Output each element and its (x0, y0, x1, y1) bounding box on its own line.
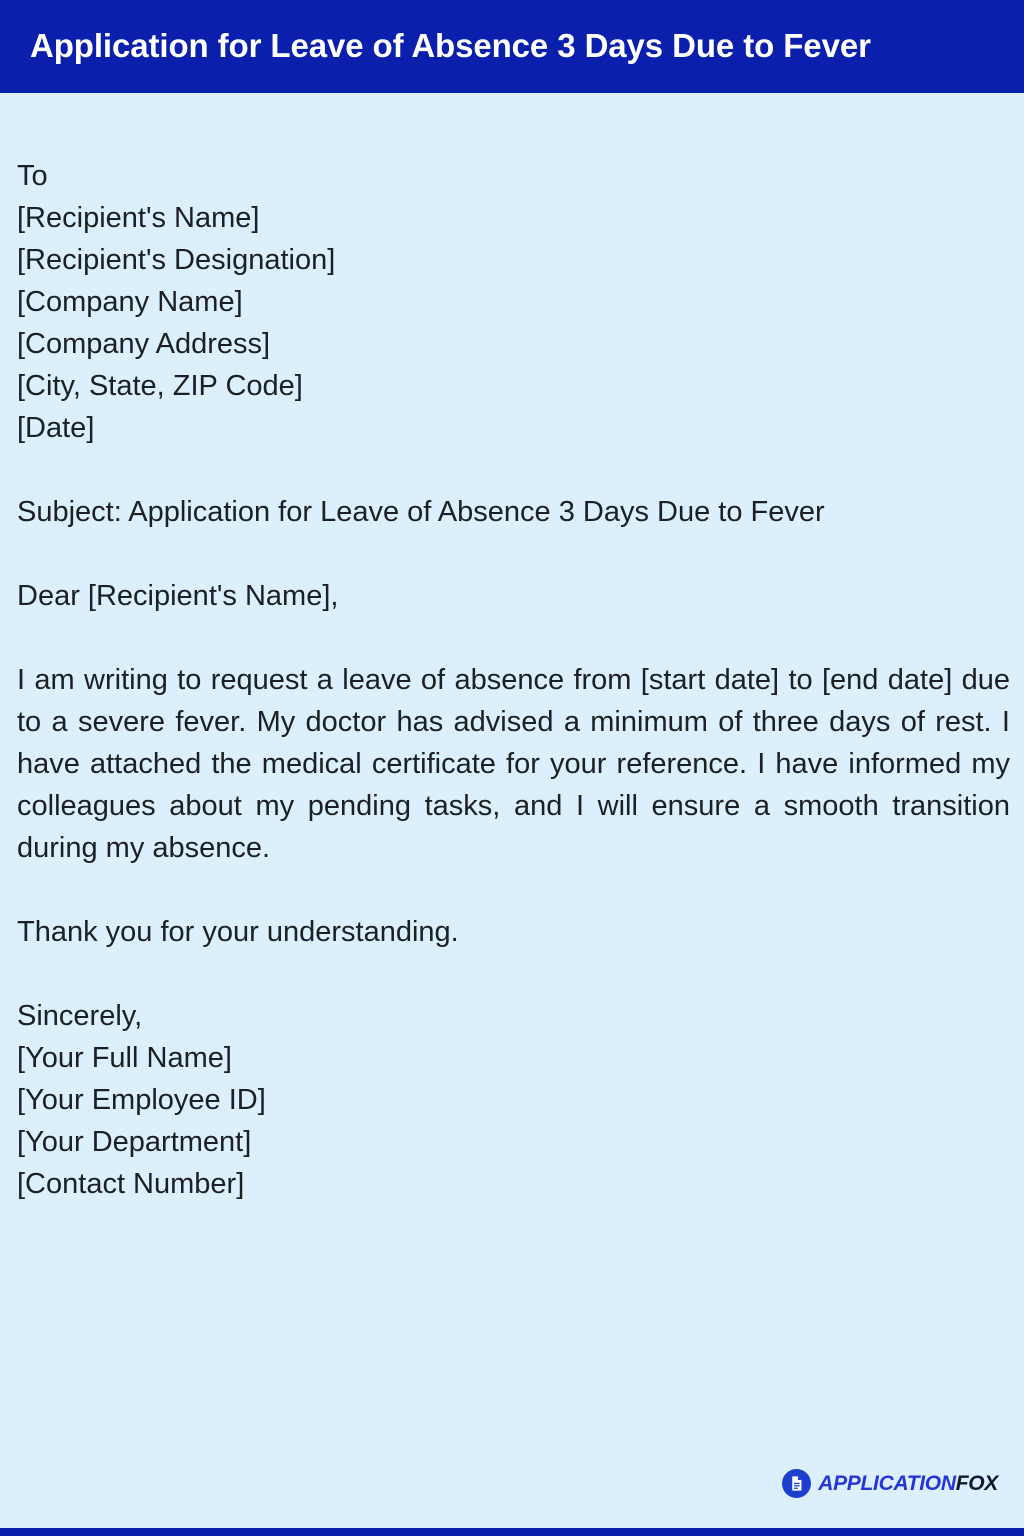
brand-wordmark (818, 1472, 998, 1496)
blank-line-spacer (17, 869, 1010, 911)
body-paragraph: I am writing to request a leave of absence from [start date] to [end date] due to a severe fever. My doctor has advised a minimum of three days of rest. I have attached the medical certificate for your reference. I have informed my colleagues about my pending tasks, and I will ensure a smooth transition during my absence. (17, 664, 1010, 864)
signature-line-department: [Your Department] (17, 1126, 252, 1158)
subject-line: Subject: Application for Leave of Absence 3 Days Due to Fever (17, 496, 825, 528)
address-line-recipient-designation: [Recipient's Designation] (17, 244, 336, 276)
signature-line-sincerely: Sincerely, (17, 1000, 143, 1032)
address-line-company-address: [Company Address] (17, 328, 271, 360)
brand-logo (782, 1469, 998, 1498)
signature-line-contact: [Contact Number] (17, 1168, 245, 1200)
brand-wordmark-secondary: FOX (955, 1471, 998, 1495)
footer-bar (0, 1528, 1024, 1536)
closing-thanks-line: Thank you for your understanding. (17, 916, 459, 948)
blank-line-spacer (17, 533, 1010, 575)
address-line-to: To (17, 160, 48, 192)
salutation-line: Dear [Recipient's Name], (17, 580, 339, 612)
blank-line-spacer (17, 449, 1010, 491)
letter-content (0, 93, 1024, 1205)
document-page-icon (782, 1469, 811, 1498)
address-line-date: [Date] (17, 412, 95, 444)
blank-line-spacer (17, 953, 1010, 995)
blank-line-spacer (17, 617, 1010, 659)
address-line-company-name: [Company Name] (17, 286, 243, 318)
header-banner (0, 0, 1024, 93)
signature-line-employee-id: [Your Employee ID] (17, 1084, 266, 1116)
page-title: Application for Leave of Absence 3 Days Due to Fever (30, 27, 871, 65)
address-line-recipient-name: [Recipient's Name] (17, 202, 260, 234)
address-line-city-state-zip: [City, State, ZIP Code] (17, 370, 303, 402)
signature-block (17, 995, 1010, 1205)
address-block (17, 155, 1010, 449)
brand-wordmark-primary: APPLICATION (818, 1471, 956, 1495)
signature-line-full-name: [Your Full Name] (17, 1042, 232, 1074)
